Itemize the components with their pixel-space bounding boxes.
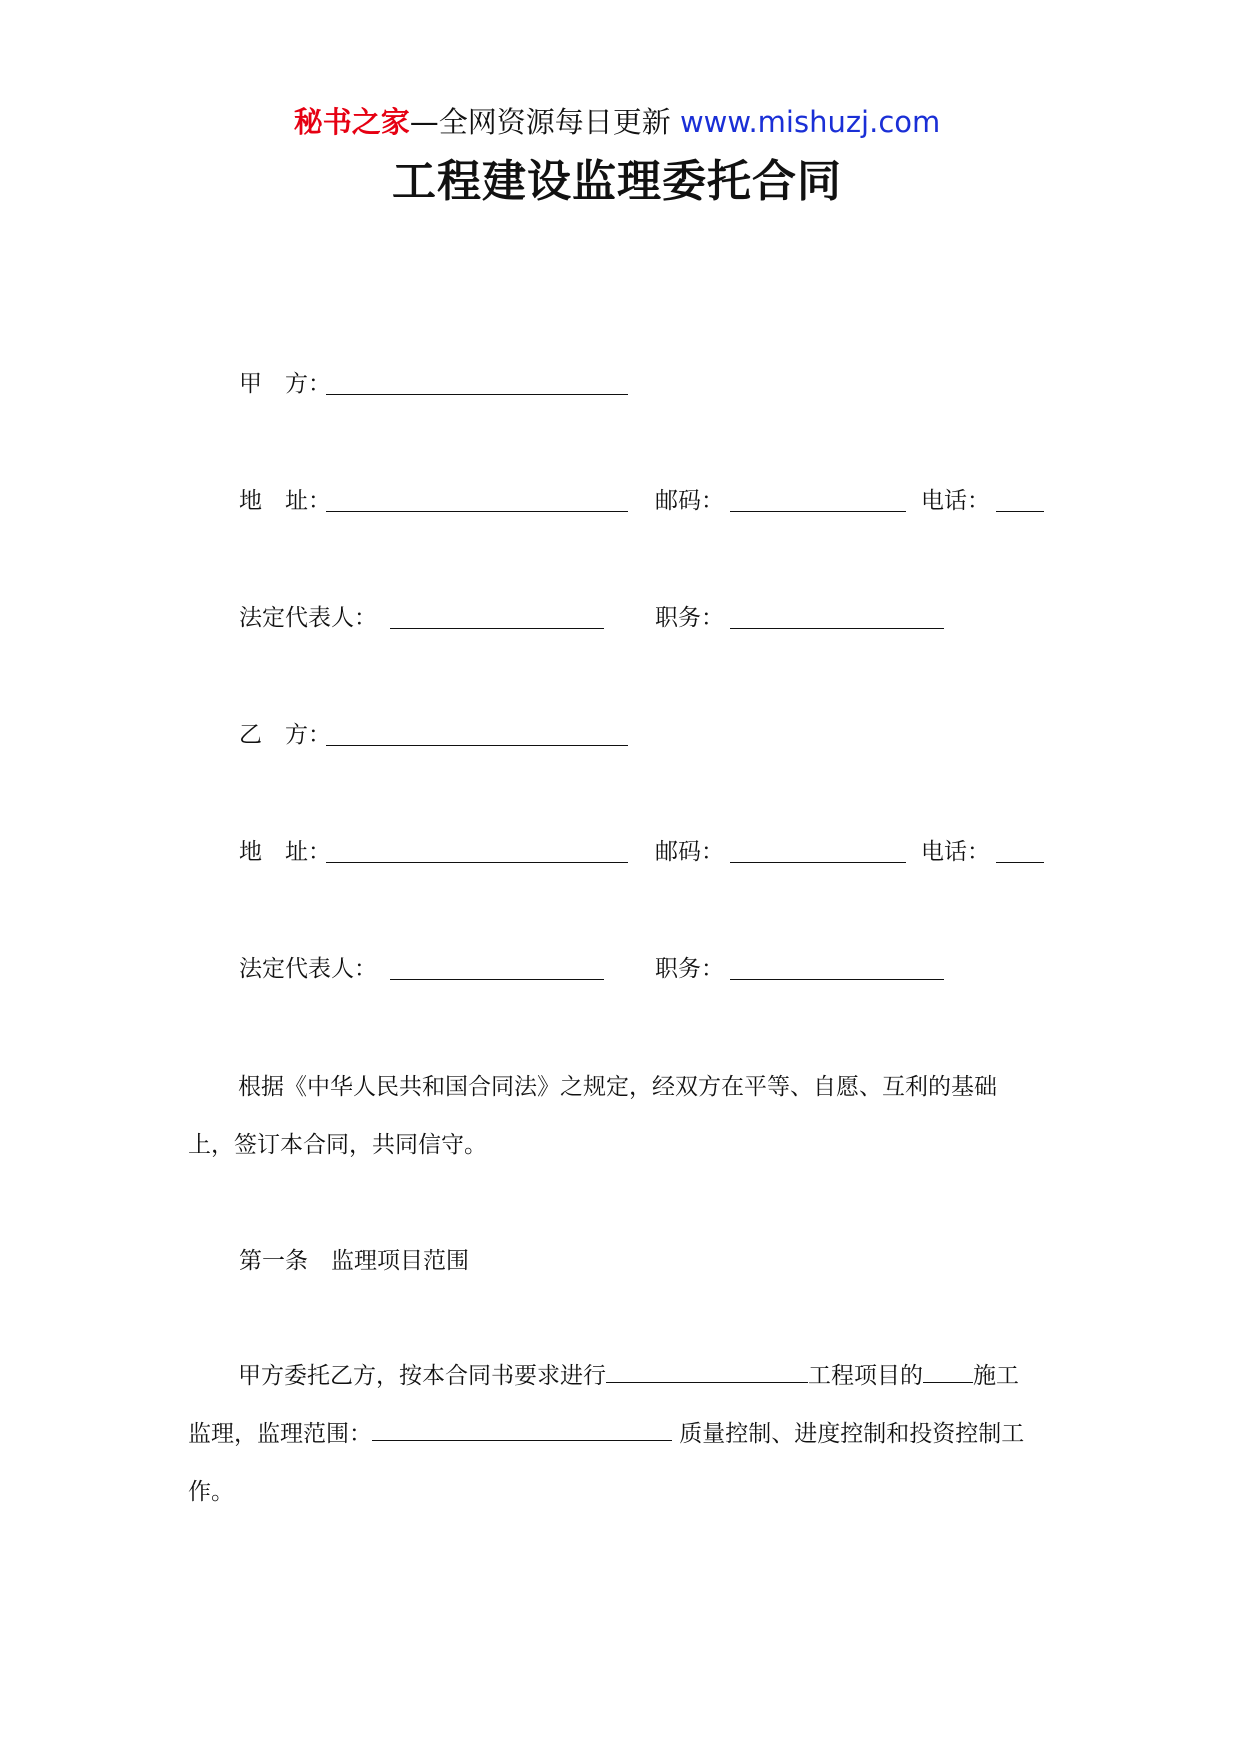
article-1-scope-blank[interactable] — [372, 1412, 672, 1441]
document-title: 工程建设监理委托合同 — [392, 156, 842, 207]
party-b-phone-label: 电话： — [921, 839, 990, 865]
party-a-rep-row — [0, 598, 1234, 638]
party-a-blank[interactable] — [326, 364, 628, 395]
party-a-address-row — [0, 481, 1234, 521]
article-1-heading: 第一条 监理项目范围 — [239, 1248, 469, 1274]
site-url-link[interactable]: www.mishuzj.com — [679, 105, 941, 139]
party-b-address-label: 地 址： — [239, 839, 331, 865]
party-a-rep-blank[interactable] — [390, 598, 604, 629]
site-brand: 秘书之家 — [293, 105, 410, 139]
party-a-position-label: 职务： — [655, 605, 724, 631]
article-1-heading-row — [0, 1241, 1234, 1281]
article-1-text-4: 质量控制、进度控制和投资控制工作。 — [188, 1421, 1025, 1505]
article-1-text-2: 工程项目的 — [808, 1363, 923, 1389]
party-b-position-label: 职务： — [655, 956, 724, 982]
party-b-postcode-label: 邮码： — [655, 839, 724, 865]
party-a-position-blank[interactable] — [730, 598, 944, 629]
party-b-rep-blank[interactable] — [390, 949, 604, 980]
intro-paragraph: 根据《中华人民共和国合同法》之规定，经双方在平等、自愿、互利的基础上，签订本合同，共同信守。 — [188, 1074, 997, 1158]
article-1-text-3: 施工监理，监理范围： — [188, 1363, 1019, 1447]
article-1-stage-blank[interactable] — [923, 1354, 973, 1383]
party-b-blank[interactable] — [326, 715, 628, 746]
party-b-phone-blank[interactable] — [996, 832, 1044, 863]
party-a-row — [0, 364, 1234, 404]
party-b-address-row — [0, 832, 1234, 872]
party-a-address-label: 地 址： — [239, 488, 331, 514]
party-b-rep-label: 法定代表人： — [239, 956, 377, 982]
party-b-rep-row — [0, 949, 1234, 989]
party-b-position-blank[interactable] — [730, 949, 944, 980]
party-a-address-blank[interactable] — [326, 481, 628, 512]
party-a-phone-blank[interactable] — [996, 481, 1044, 512]
article-1-paragraph — [188, 1347, 1040, 1521]
party-b-label: 乙 方： — [239, 722, 331, 748]
site-header — [0, 102, 1234, 142]
party-b-address-blank[interactable] — [326, 832, 628, 863]
party-a-label: 甲 方： — [239, 371, 331, 397]
party-a-postcode-label: 邮码： — [655, 488, 724, 514]
party-b-row — [0, 715, 1234, 755]
article-1-project-blank[interactable] — [606, 1354, 808, 1383]
party-a-postcode-blank[interactable] — [730, 481, 906, 512]
article-1-text-1: 甲方委托乙方，按本合同书要求进行 — [238, 1363, 606, 1389]
party-a-rep-label: 法定代表人： — [239, 605, 377, 631]
party-b-postcode-blank[interactable] — [730, 832, 906, 863]
party-a-phone-label: 电话： — [921, 488, 990, 514]
site-slogan: —全网资源每日更新 — [409, 105, 671, 139]
